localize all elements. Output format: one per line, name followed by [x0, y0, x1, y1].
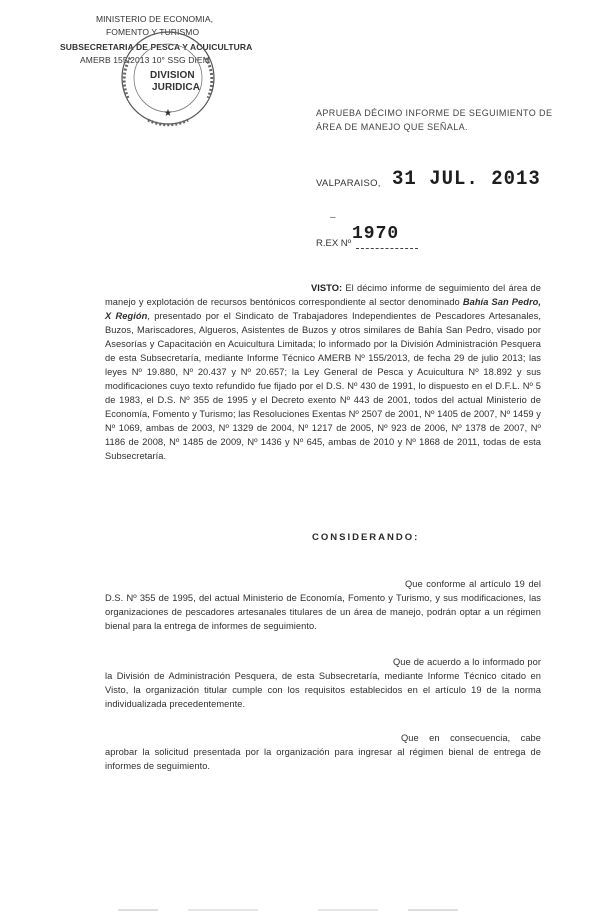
date-stamp: 31 JUL. 2013	[392, 167, 541, 191]
rex-label: R.EX Nº	[316, 238, 352, 249]
resolution-subject: APRUEBA DÉCIMO INFORME DE SEGUIMIENTO DE ÁREA DE MANEJO QUE SEÑALA.	[316, 108, 553, 132]
visto-paragraph	[105, 281, 541, 463]
ministry-line: MINISTERIO DE ECONOMIA,	[96, 14, 214, 24]
svg-text:★: ★	[163, 108, 173, 119]
ministry-line-2: FOMENTO Y TURISMO	[106, 27, 200, 37]
rex-dash-mark: –	[330, 212, 336, 223]
division-label: DIVISION	[150, 70, 195, 81]
considerando-paragraph-3: Que en consecuencia, cabe aprobar la solicitud presentada por la organización para ingresar al régimen bienal de entrega de informes de seguimiento.	[105, 733, 541, 771]
amerb-reference: AMERB 155/2013 10° SSG DIEM	[80, 55, 210, 65]
considerando-heading: CONSIDERANDO:	[312, 532, 420, 543]
visto-lead: VISTO:	[311, 283, 343, 293]
visto-sector: Bahía San Pedro, X Región	[105, 297, 541, 321]
considerando-paragraph-1: Que conforme al artículo 19 del D.S. Nº 355 de 1995, del actual Ministerio de Economía, Fomento y Turismo, y sus modificaciones, las organizaciones de pescadores artesanales titulares de un área de manejo, podrán optar a un régimen bienal para la entrega de informes de seguimiento.	[105, 579, 541, 631]
visto-text-2: , presentado por el Sindicato de Trabajadores Independientes de Pescadores Artesanales, Buzos, Mariscadores, Algueros, Asistentes de Buzos y otros similares de Bahía San Pedro, visado por Asesorías y Capacitación en Acuicultura Limitada; lo informado por la División Administración Pesquera de esta Subsecretaría, mediante Informe Técnico AMERB Nº 155/2013, de fecha 29 de julio 2013; las leyes Nº 19.880, Nº 20.437 y Nº 20.657; la Ley General de Pesca y Acuicultura Nº 18.892 y sus modificaciones cuyo texto refundido fue fijado por el D.S. Nº 430 de 1991, lo dispuesto en el D.F.L. Nº 5 de 1983, el D.S. Nº 355 de 1995 y el Decreto exento Nº 443 de 2001, todos del actual Ministerio de Economía, Fomento y Turismo; las Resoluciones Exentas Nº 2507 de 2001, Nº 1405 de 2007, Nº 1459 y Nº 1069, ambas de 2003, Nº 1329 de 2004, Nº 1217 de 2005, Nº 923 de 2006, Nº 1378 de 2007, Nº 1186 de 2008, Nº 1485 de 2009, Nº 1436 y Nº 645, ambas de 2010 y Nº 1868 de 2011, todas de esta Subsecretaría.	[105, 311, 541, 461]
visto-text-1: El décimo informe de seguimiento del área de manejo y explotación de recursos bentónicos correspondiente al sector denominado	[105, 283, 541, 307]
scan-edge-marks	[118, 906, 458, 914]
place-label: VALPARAISO,	[316, 178, 381, 189]
subsecretaria-line: SUBSECRETARIA DE PESCA Y ACUICULTURA	[60, 42, 253, 52]
juridica-label: JURIDICA	[152, 82, 201, 93]
rex-number: 1970	[352, 224, 400, 244]
considerando-paragraph-2: Que de acuerdo a lo informado por la División de Administración Pesquera, de esta Subsecretaría, mediante Informe Técnico citado en Visto, la organización titular cumple con los requisitos establecidos en el artículo 19 de la norma individualizada precedentemente.	[105, 657, 541, 709]
rex-underline	[356, 248, 418, 249]
